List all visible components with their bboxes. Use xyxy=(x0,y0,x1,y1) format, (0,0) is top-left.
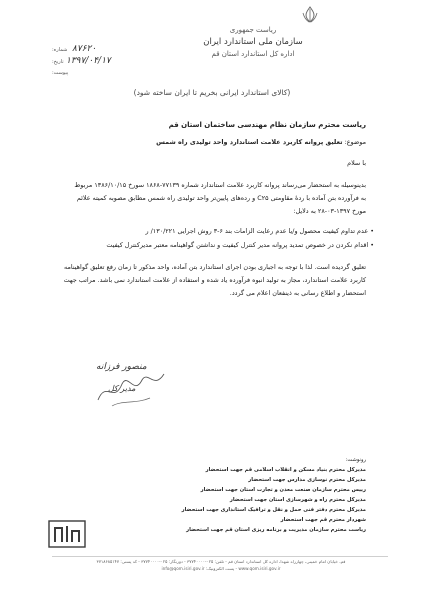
bullet-item xyxy=(58,226,374,237)
letter-date: ۱۳۹۷/۰۴/۱۷ xyxy=(66,56,111,66)
paragraph-2-line-3: استحضار و اطلاع رسانی به ذینفعان اعلام می گردد. xyxy=(229,289,366,297)
bullet-text: عدم تداوم کیفیت محصول و/یا عدم رعایت الزامات بند ۶-۳ روش اجرایی ۱۳۰/۲۲۱/ ر xyxy=(145,227,369,235)
subject-line xyxy=(50,137,366,148)
attachment-label: پیوست: xyxy=(52,70,69,76)
footer-divider xyxy=(52,556,388,557)
paragraph-2-line-2: کاربرد علامت استاندارد، مجاز به تولید انبوه فرآورده یاد شده و استفاده از علامت استاندارد نمی باشد. مراتب جهت xyxy=(63,276,366,284)
cc-item: رییس محترم سازمان صنعت معدن و تجارت استان جهت استحضار xyxy=(200,487,366,493)
header-presidency: ریاست جمهوری xyxy=(229,26,277,34)
bullet-icon: • xyxy=(370,227,374,235)
number-label: شماره: xyxy=(52,47,68,53)
paragraph-1-line-2: به فرآورده بتن آماده با ردهٔ مقاومتی C۲۵ و رده‌های پایین‌تر واحد تولیدی راه شمس مطابق مصوبه کمیته علائم xyxy=(76,194,366,202)
cc-item: مدیرکل محترم دفتر فنی حمل و نقل و ترافیک استانداری جهت استحضار xyxy=(181,507,366,513)
bullet-icon: • xyxy=(370,241,374,249)
paragraph-2-line-1: تعلیق گردیده است. لذا با توجه به اجباری بودن اجرای استاندارد بتن آماده، واحد مذکور تا زمان رفع تعلیق گواهینامه xyxy=(64,263,366,271)
signatory-name: منصور فرزانه xyxy=(96,362,147,372)
signatory-title: مدیر کل xyxy=(108,384,136,393)
cc-item: مدیرکل محترم بنیاد مسکن و انقلاب اسلامی قم جهت استحضار xyxy=(205,467,366,473)
header-department: اداره کل استاندارد استان قم xyxy=(211,50,295,58)
paragraph-1-line-3: مورخ ۱۳۹۷-۰۳-۲۸ به دلایل: xyxy=(293,207,366,215)
subject-label: موضوع: xyxy=(344,138,366,146)
iran-emblem-icon xyxy=(300,6,320,24)
cc-label: رونوشت: xyxy=(345,457,366,463)
paragraph-1-line-1: بدینوسیله به استحضار می‌رساند پروانه کاربرد علامت استاندارد شماره ۷۷۱۳۹-۱۸۶۸ سورخ ۱۳۸۶/۱۰/۱۵ مربوط xyxy=(74,181,366,189)
header-organization: سازمان ملی استاندارد ایران xyxy=(203,37,303,47)
cc-item: مدیرکل محترم راه و شهرسازی استان جهت استحضار xyxy=(229,497,366,503)
bullet-item xyxy=(58,240,374,251)
slogan: (کالای استاندارد ایرانی بخریم تا ایران ساخته شود) xyxy=(133,88,291,97)
subject-text: تعلیق پروانه کاربرد علامت استاندارد واحد تولیدی راه شمس xyxy=(156,138,343,146)
greeting: با سلام xyxy=(347,159,366,167)
letter-number: ۸۷۶۲۰ xyxy=(72,44,97,54)
footer-address: قم، خیابان امام خمینی، چهارراه شهدا، اداره کل استاندارد استان قم - تلفن: ۰۲۵-۳۷۷۴۰۰۰۰ - دورنگار: ۰۲۵-۳۷۷۴۰۰۰۰ - کد پستی: ۳۷۱۸۶۸۵۱۴۷ xyxy=(96,559,346,564)
cc-item: مدیرکل محترم نوسازی مدارس جهت استحضار xyxy=(248,477,366,483)
recipient: ریاست محترم سازمان نظام مهندسی ساختمان استان قم xyxy=(168,121,366,129)
bullet-text: اقدام نکردن در خصوص تمدید پروانه مدیر کنترل کیفیت و نداشتن گواهینامه معتبر مدیرکنترل کیفیت xyxy=(106,241,369,249)
cc-item: شهردار محترم قم جهت استحضار xyxy=(280,517,366,523)
footer-website: www.qom.isiri.gov.ir - پست الکترونیک: info@qom.isiri.gov.ir xyxy=(161,566,281,571)
date-label: تاریخ: xyxy=(52,59,64,65)
standards-logo-icon xyxy=(48,520,86,548)
cc-item: ریاست محترم سازمان مدیریت و برنامه ریزی استان قم جهت استحضار xyxy=(186,527,366,533)
